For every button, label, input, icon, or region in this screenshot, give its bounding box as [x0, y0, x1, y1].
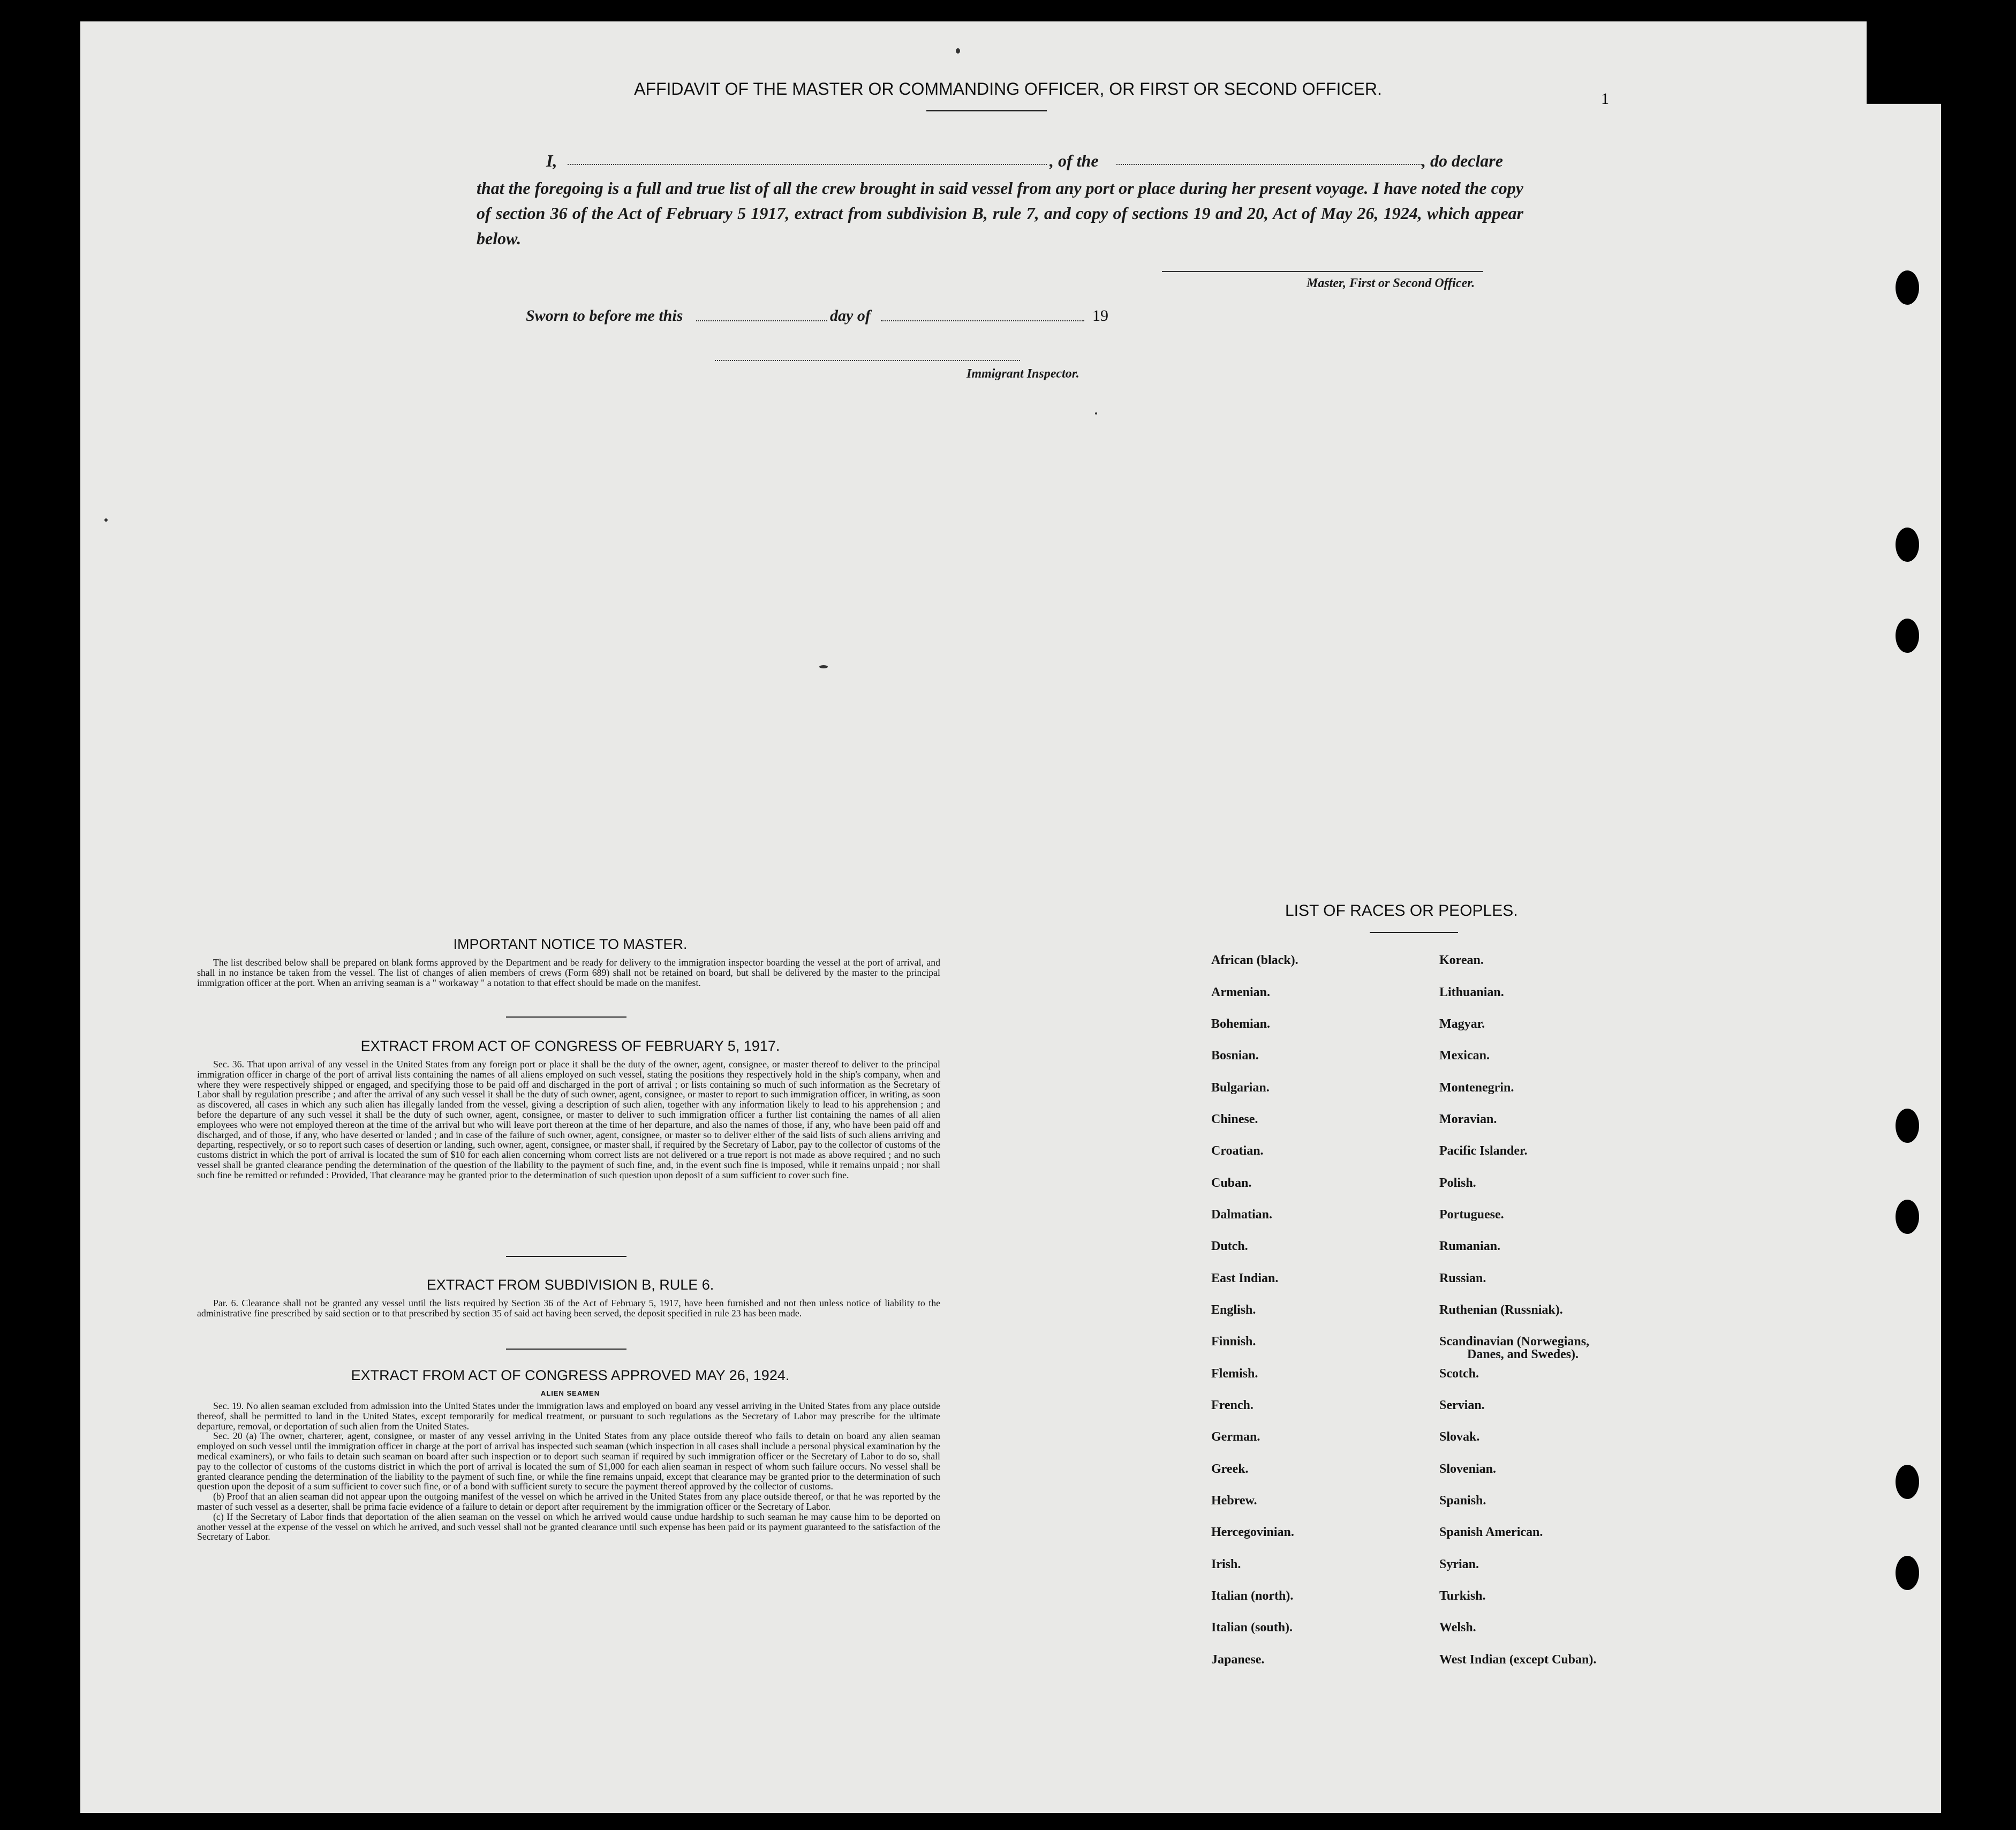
race-item: Scotch. [1439, 1367, 1479, 1381]
section-divider [506, 1016, 626, 1018]
extract-1924-body [197, 1401, 940, 1542]
race-item: Slovak. [1439, 1430, 1480, 1444]
extract-1917-paragraph: Sec. 36. That upon arrival of any vessel in the United States from any foreign port or place it shall be the duty of the owner, agent, consignee, or master thereof to deliver to the principal immigration officer in charge of the port of arrival lists containing the names of all aliens employed on such vessel, stating the positions they respectively hold in the ship's company, when and where they were respectively shipped or engaged, and specifying those to be paid off and discharged in the port of arrival ; or lists containing so much of such information as the Secretary of Labor shall by regulation prescribe ; and after the arrival of any such vessel it shall be the duty of such owner, agent, consignee, or master to report to such immigration officer, in writing, as soon as discovered, all cases in which any such alien has illegally landed from the vessel, giving a description of such alien, together with any information likely to lead to his apprehension ; and before the departure of any such vessel it shall be the duty of such owner, agent, consignee, or master to deliver to such immigration officer a further list containing the names of all alien employees who were not employed thereon at the time of the arrival but who will leave port thereon at the time of her departure, and also the names of those, if any, who have been paid off and discharged, and of those, if any, who have deserted or landed ; and in case of the failure of such owner, agent, consignee, or master so to deliver either of the said lists of such aliens arriving and departing, respectively, or so to report such cases of desertion or landing, such owner, agent, consignee, or master shall, if required by the Secretary of Labor, pay to the collector of customs of the customs district in which the port of arrival is located the sum of $10 for each alien concerning whom correct lists are not delivered or a true report is not made as above required ; and no such vessel shall be granted clearance pending the determination of the question of the liability to the payment of such fine, and, in the event such fine is imposed, while it remains unpaid ; nor shall such fine be remitted or refunded : Provided, That clearance may be granted prior to the determination of such question upon deposit of a sum sufficient to cover such fine. [197, 1059, 940, 1180]
binder-hole [1896, 270, 1919, 305]
notice-title: IMPORTANT NOTICE TO MASTER. [453, 936, 688, 952]
declarant-name-line[interactable] [568, 164, 1047, 165]
alien-seamen-subtitle: ALIEN SEAMEN [540, 1389, 600, 1397]
race-item: Bohemian. [1211, 1017, 1271, 1031]
race-item: Turkish. [1439, 1589, 1486, 1603]
sworn-day-of: day of [830, 307, 871, 325]
race-item: Italian (south). [1211, 1621, 1293, 1635]
binder-hole [1896, 528, 1919, 562]
page-mark: 1 [1601, 90, 1609, 108]
race-item: Irish. [1211, 1557, 1241, 1571]
notice-body [197, 958, 940, 988]
binder-hole [1896, 1200, 1919, 1234]
race-item: Ruthenian (Russniak). [1439, 1303, 1563, 1317]
race-item: Mexican. [1439, 1049, 1490, 1063]
of-the-label: , of the [1049, 151, 1099, 170]
binder-hole [1896, 1556, 1919, 1590]
declarant-i-label: I, [546, 151, 557, 170]
binder-hole [1896, 1109, 1919, 1143]
extract-1924-title: EXTRACT FROM ACT OF CONGRESS APPROVED MAY 26, 1924. [351, 1367, 790, 1383]
race-item: Russian. [1439, 1271, 1486, 1285]
declaration-paragraph: that the foregoing is a full and true list of all the crew brought in said vessel from any port or place during her present voyage. I have noted the copy of section 36 of the Act of February 5 1917, extract from subdivision B, rule 7, and copy of sections 19 and 20, Act of May 26, 1924, which appear below. [477, 178, 1523, 248]
race-item: Italian (north). [1211, 1589, 1294, 1603]
race-item: Spanish. [1439, 1494, 1486, 1508]
inspector-label: Immigrant Inspector. [967, 367, 1079, 381]
race-item: Dutch. [1211, 1239, 1248, 1253]
vessel-name-line[interactable] [1116, 164, 1422, 165]
binder-hole [1896, 619, 1919, 653]
race-item: Welsh. [1439, 1621, 1476, 1635]
race-item: Servian. [1439, 1398, 1485, 1412]
master-signature-line[interactable] [1162, 271, 1483, 272]
race-item: Rumanian. [1439, 1239, 1501, 1253]
sec20b-paragraph: (b) Proof that an alien seaman did not appear upon the outgoing manifest of the vessel on which he arrived in the United States from any place outside thereof, or that he was reported by the master of such vessel as a deserter, shall be prima facie evidence of a failure to detain or deport after requirement by the immigration officer or the Secretary of Labor. [197, 1491, 940, 1512]
race-item: Japanese. [1211, 1653, 1265, 1667]
sworn-year: 19 [1092, 307, 1108, 325]
sec20a-paragraph: Sec. 20 (a) The owner, charterer, agent, consignee, or master of any vessel arriving in the United States from any place outside thereof who fails to detain on board any alien seaman employed on such vessel until the immigration officer in charge at the port of arrival has inspected such seaman (which inspection in all cases shall include a personal physical examination by the medical examiners), or who fails to detain such seaman on board after such inspection or to deport such seaman if required by such immigration officer or the Secretary of Labor to do so, shall pay to the collector of customs of the customs district in which the port of arrival is located the sum of $1,000 for each alien seaman in respect of whom such failure occurs. No vessel shall be granted clearance pending the determination of the liability to the payment of such fine, or while the fine remains unpaid, except that clearance may be granted prior to the determination of such question upon the deposit of a sum sufficient to cover such fine, or of a bond with sufficient surety to secure the payment thereof approved by the collector of customs. [197, 1430, 940, 1492]
section-divider [506, 1256, 626, 1257]
sec19-paragraph: Sec. 19. No alien seaman excluded from admission into the United States under the immigration laws and employed on board any vessel arriving in the United States from any place outside thereof, shall be permitted to land in the United States, except temporarily for medical treatment, or pursuant to such regulations as the Secretary of Labor may prescribe for the ultimate departure, removal, or deportation of such alien from the United States. [197, 1400, 940, 1432]
extract-rule6-body [197, 1298, 940, 1319]
notice-paragraph: The list described below shall be prepared on blank forms approved by the Department and be ready for delivery to the immigration inspector boarding the vessel at the port of arrival, and shall in no instance be taken from the vessel. The list of changes of alien members of crews (Form 689) shall not be retained on board, but shall be delivered by the master to the principal immigration officer at the port. When an arriving seaman is a " workaway " a notation to that effect should be made on the manifest. [197, 957, 940, 988]
ink-speck [1095, 412, 1097, 415]
race-item: African (black). [1211, 953, 1298, 967]
race-item: Cuban. [1211, 1176, 1252, 1190]
race-item: Portuguese. [1439, 1208, 1504, 1222]
race-item: West Indian (except Cuban). [1439, 1653, 1597, 1667]
race-item: Chinese. [1211, 1112, 1258, 1126]
extract-rule6-title: EXTRACT FROM SUBDIVISION B, RULE 6. [426, 1277, 714, 1293]
race-item: Spanish American. [1439, 1525, 1543, 1539]
sworn-month-line[interactable] [881, 320, 1084, 321]
race-item: Flemish. [1211, 1367, 1258, 1381]
race-item: Korean. [1439, 953, 1484, 967]
race-item: Bosnian. [1211, 1049, 1259, 1063]
paper-sheet [80, 21, 1941, 1813]
extract-1917-title: EXTRACT FROM ACT OF CONGRESS OF FEBRUARY 5, 1917. [360, 1038, 780, 1054]
race-item: French. [1211, 1398, 1254, 1412]
sworn-day-line[interactable] [696, 320, 827, 321]
extract-1917-body [197, 1059, 940, 1180]
binder-hole [1896, 1465, 1919, 1499]
ink-speck [104, 518, 108, 522]
race-item: Polish. [1439, 1176, 1476, 1190]
race-item: Syrian. [1439, 1557, 1479, 1571]
ink-speck [956, 48, 960, 54]
race-item: English. [1211, 1303, 1256, 1317]
race-item: Bulgarian. [1211, 1081, 1270, 1095]
extract-rule6-paragraph: Par. 6. Clearance shall not be granted any vessel until the lists required by Section 36 of the Act of February 5, 1917, have been furnished and not then unless notice of liability to the administrative fine prescribed by said section or to that prescribed by section 35 of said act having been served, the deposit specified in rule 23 has been made. [197, 1298, 940, 1319]
ink-speck [819, 665, 828, 668]
race-item: Montenegrin. [1439, 1081, 1514, 1095]
race-item: Hebrew. [1211, 1494, 1257, 1508]
race-item: Greek. [1211, 1462, 1249, 1476]
races-title-underline [1370, 932, 1458, 933]
race-item: Armenian. [1211, 985, 1270, 999]
race-item: Finnish. [1211, 1335, 1256, 1349]
do-declare-label: , do declare [1422, 151, 1503, 170]
race-item: Hercegovinian. [1211, 1525, 1294, 1539]
section-divider [506, 1349, 626, 1350]
race-item: Croatian. [1211, 1144, 1264, 1158]
race-item: Moravian. [1439, 1112, 1497, 1126]
race-item: Dalmatian. [1211, 1208, 1272, 1222]
race-item: East Indian. [1211, 1271, 1279, 1285]
race-item: Magyar. [1439, 1017, 1485, 1031]
affidavit-title: AFFIDAVIT OF THE MASTER OR COMMANDING OFFICER, OR FIRST OR SECOND OFFICER. [634, 79, 1382, 99]
races-title: LIST OF RACES OR PEOPLES. [1285, 902, 1518, 920]
race-item: Lithuanian. [1439, 985, 1504, 999]
master-signature-label: Master, First or Second Officer. [1307, 276, 1475, 290]
race-item: Pacific Islander. [1439, 1144, 1528, 1158]
inspector-signature-line[interactable] [715, 360, 1020, 361]
sec20c-paragraph: (c) If the Secretary of Labor finds that deportation of the alien seaman on the vessel on which he arrived would cause undue hardship to such seaman he may cause him to be deported on another vessel at the expense of the vessel on which he arrived, and such vessel shall not be granted clearance until such expense has been paid or its payment guaranteed to the satisfaction of the Secretary of Labor. [197, 1511, 940, 1542]
race-item: Slovenian. [1439, 1462, 1497, 1476]
race-item: Scandinavian (Norwegians, [1439, 1335, 1590, 1349]
sworn-prefix: Sworn to before me this [526, 307, 683, 325]
race-item: German. [1211, 1430, 1260, 1444]
title-underline [926, 110, 1047, 111]
declaration-text [477, 176, 1523, 251]
race-item-continuation: Danes, and Swedes). [1467, 1347, 1579, 1361]
